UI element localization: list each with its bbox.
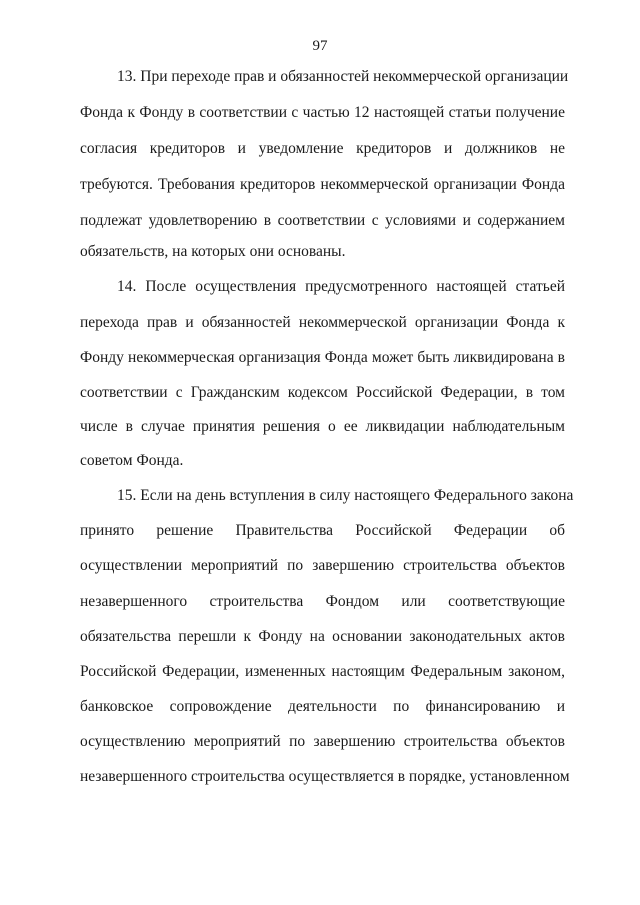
text-line: Российской Федерации, измененных настоящим Федеральным законом, bbox=[80, 663, 565, 680]
text-line: банковское сопровождение деятельности по финансированию и bbox=[80, 698, 565, 715]
text-line: 14. После осуществления предусмотренного настоящей статьей bbox=[117, 278, 565, 295]
text-line: осуществлении мероприятий по завершению строительства объектов bbox=[80, 557, 565, 574]
text-line: числе в случае принятия решения о ее ликвидации наблюдательным bbox=[80, 418, 565, 435]
text-line: принято решение Правительства Российской Федерации об bbox=[80, 522, 565, 539]
text-line: осуществлению мероприятий по завершению строительства объектов bbox=[80, 733, 565, 750]
text-line: 15. Если на день вступления в силу настоящего Федерального закона bbox=[117, 487, 574, 504]
text-line: согласия кредиторов и уведомление кредиторов и должников не bbox=[80, 140, 565, 157]
text-line: соответствии с Гражданским кодексом Российской Федерации, в том bbox=[80, 384, 565, 401]
text-line: подлежат удовлетворению в соответствии с условиями и содержанием bbox=[80, 212, 565, 229]
text-line: незавершенного строительства осуществляется в порядке, установленном bbox=[80, 768, 570, 785]
text-line: 13. При переходе прав и обязанностей некоммерческой организации bbox=[117, 68, 569, 85]
text-line: обязательств, на которых они основаны. bbox=[80, 243, 346, 260]
text-line: советом Фонда. bbox=[80, 452, 184, 469]
text-line: Фонду некоммерческая организация Фонда может быть ликвидирована в bbox=[80, 349, 565, 366]
page-number: 97 bbox=[312, 38, 328, 54]
text-line: Фонда к Фонду в соответствии с частью 12 настоящей статьи получение bbox=[80, 104, 565, 121]
text-line: требуются. Требования кредиторов некоммерческой организации Фонда bbox=[80, 176, 565, 193]
text-line: обязательства перешли к Фонду на основании законодательных актов bbox=[80, 628, 565, 645]
text-line: незавершенного строительства Фондом или соответствующие bbox=[80, 593, 565, 610]
text-line: перехода прав и обязанностей некоммерческой организации Фонда к bbox=[80, 314, 565, 331]
